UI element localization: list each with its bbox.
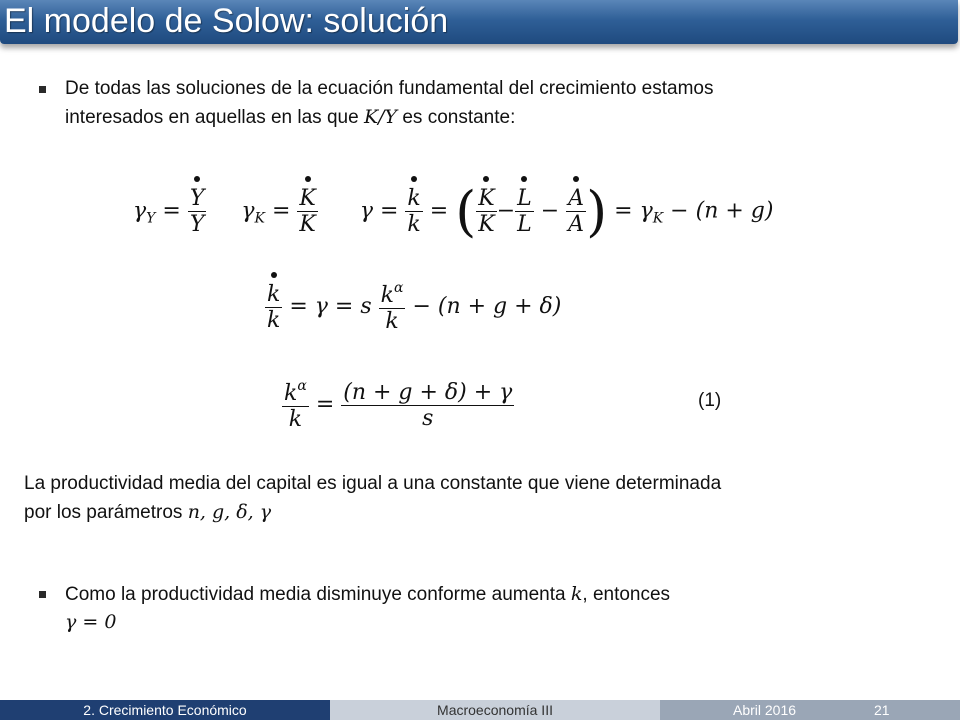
bullet-1-text-b: es constante: [397, 107, 516, 128]
title-bar [0, 0, 958, 44]
footer-section: 2. Crecimiento Económico [0, 700, 330, 720]
fraction-ydot-y: $\frac{Y}{Y}$ [188, 186, 207, 237]
slide-title: El modelo de Solow: solución [4, 2, 449, 40]
bullet-1-math: K/Y [363, 106, 398, 128]
bullet-1-line-1 [65, 76, 713, 102]
equation-capital-growth: $\frac{k}{k}$ = γ = s $\frac{k^\alpha}{k}$ − (n + g + δ) [265, 280, 561, 334]
equation-average-productivity: $\frac{k^\alpha}{k}$ = $\frac{(n + g + \delta) + \gamma}{s}$ [284, 378, 513, 432]
bullet-1-text-a: interesados en aquellas en las que [65, 107, 364, 128]
fraction-kdot-k: $\frac{K}{K}$ [297, 186, 317, 237]
gamma-symbol: γ [241, 198, 255, 224]
footer-right [660, 700, 960, 720]
paragraph-line-1: La productividad media del capital es igual a una constante que viene determinada [24, 473, 722, 494]
page-number: 21 [874, 702, 890, 718]
right-paren: ) [586, 180, 608, 243]
fraction-L: $\frac{L}{L}$ [515, 186, 534, 237]
gamma-symbol: γ [359, 198, 373, 224]
paragraph-line-2: por los parámetros n, g, δ, γ [24, 501, 272, 523]
fraction-k-alpha: $\frac{k^\alpha}{k}$ [380, 280, 404, 334]
footer [0, 700, 960, 720]
equation-number: (1) [698, 390, 722, 411]
bullet-2-line-1: Como la productividad media disminuye conforme aumenta k, entonces [65, 583, 671, 605]
fraction-K: $\frac{K}{K}$ [476, 186, 496, 237]
footer-course: Macroeconomía III [330, 700, 660, 720]
footer-date: Abril 2016 [733, 702, 797, 718]
equation-tail: = γ [614, 198, 653, 224]
equation-growth-rates: $\gamma_Y$ = $\frac{Y}{Y}$ $\gamma_K$ = $\frac{K}{K}$ γ = $\frac{k}{k}$ = ( $\frac{K}{K}$ − $\frac{L}{L}$ − $\frac{A}{A}$ ) = $\gamma_K - (n + g)$ [133, 180, 773, 243]
bullet-1-line-2 [65, 104, 515, 131]
bullet-1-text: De todas las soluciones de la ecuación fundamental del crecimiento estamos [65, 78, 714, 99]
parameters-math: n, g, δ, γ [187, 501, 272, 523]
fraction-kdot-k: $\frac{k}{k}$ [265, 282, 282, 333]
bullet-icon [39, 86, 46, 93]
gamma-symbol: γ [133, 198, 147, 224]
fraction-params: $\frac{(n + g + \delta) + \gamma}{s}$ [343, 379, 513, 431]
fraction-k-alpha: $\frac{k^\alpha}{k}$ [284, 378, 307, 432]
bullet-icon [39, 591, 46, 598]
subscript: K [254, 210, 265, 227]
fraction-A: $\frac{A}{A}$ [566, 186, 586, 237]
subscript: Y [146, 210, 156, 227]
left-paren: ( [455, 180, 477, 243]
bullet-2-line-2: γ = 0 [65, 611, 117, 633]
fraction-smallk-dot: $\frac{k}{k}$ [405, 186, 422, 237]
